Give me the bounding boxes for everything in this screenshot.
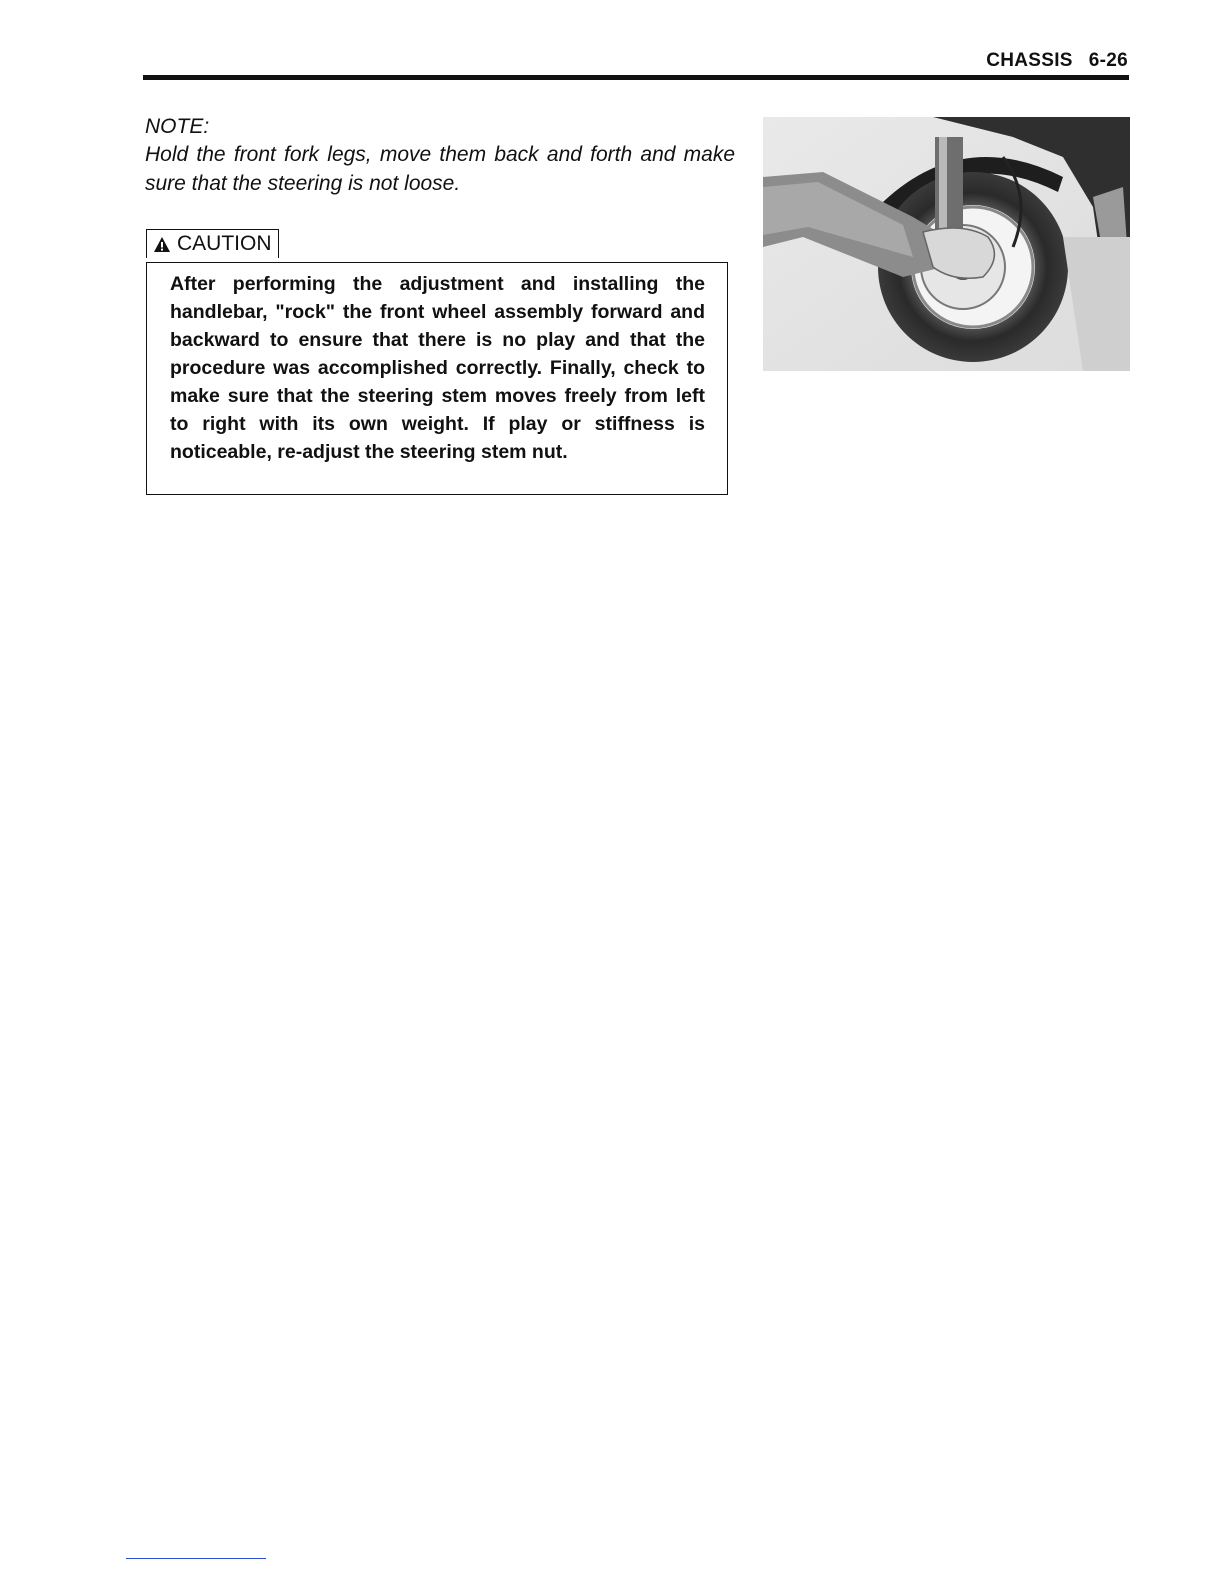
front-wheel-photo bbox=[763, 117, 1130, 371]
caution-text: After performing the adjustment and installing the handlebar, "rock" the front wheel assembly forward and backward to ensure that there is no play and that the procedure was accomplished correctly. Finally, check to make sure that the steering stem moves freely from left to right with its own weight. If play or stiffness is noticeable, re-adjust the steering stem nut. bbox=[170, 273, 705, 463]
note-text: Hold the front fork legs, move them back and forth and make sure that the steering is not loose. bbox=[145, 143, 735, 195]
header-rule bbox=[143, 75, 1129, 80]
section-title: CHASSIS bbox=[986, 50, 1073, 71]
warning-triangle-icon bbox=[153, 236, 171, 253]
page-header bbox=[986, 50, 1128, 72]
note-label: NOTE: bbox=[145, 115, 210, 138]
footer-link-line bbox=[126, 1558, 266, 1559]
caution-tag bbox=[146, 229, 279, 258]
page-number: 6-26 bbox=[1088, 50, 1128, 71]
caution-label: CAUTION bbox=[177, 232, 272, 255]
